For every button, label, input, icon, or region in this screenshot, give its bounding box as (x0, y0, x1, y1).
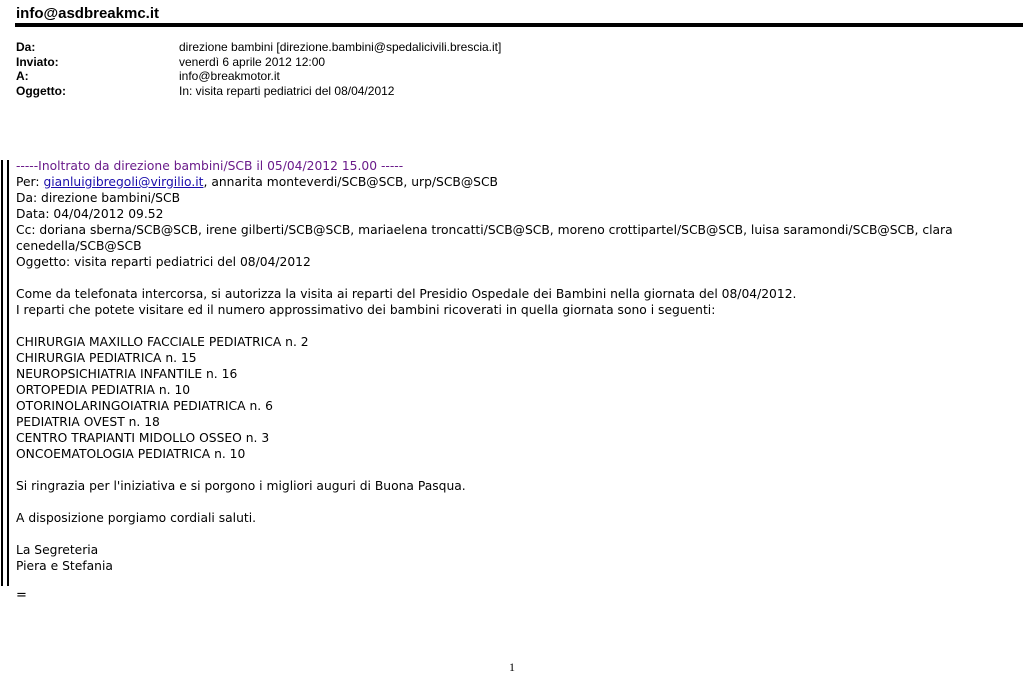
intro-line-1: Come da telefonata intercorsa, si autorizza la visita ai reparti del Presidio Ospedale dei Bambini nella giornata del 08/04/2012. (16, 287, 797, 301)
signature-line-1: La Segreteria (16, 543, 99, 557)
quote-bars (1, 160, 9, 586)
forward-to-rest: , annarita monteverdi/SCB@SCB, urp/SCB@SCB (203, 175, 498, 189)
department-item: CHIRURGIA PEDIATRICA n. 15 (16, 351, 197, 365)
sent-value: venerdì 6 aprile 2012 12:00 (179, 55, 326, 69)
from-value: direzione bambini [direzione.bambini@spedalicivili.brescia.it] (179, 40, 502, 54)
forward-banner: -----Inoltrato da direzione bambini/SCB il 05/04/2012 15.00 ----- (16, 159, 404, 173)
sent-label: Inviato: (16, 55, 59, 69)
message-body (16, 158, 1016, 574)
department-item: ONCOEMATOLOGIA PEDIATRICA n. 10 (16, 447, 246, 461)
forward-subject-line: Oggetto: visita reparti pediatrici del 08/04/2012 (16, 255, 311, 269)
department-item: OTORINOLARINGOIATRIA PEDIATRICA n. 6 (16, 399, 273, 413)
department-item: NEUROPSICHIATRIA INFANTILE n. 16 (16, 367, 238, 381)
account-title: info@asdbreakmc.it (16, 5, 159, 22)
signature-line-2: Piera e Stefania (16, 559, 113, 573)
forward-to-label: Per: (16, 175, 44, 189)
intro-line-2: I reparti che potete visitare ed il numero approssimativo dei bambini ricoverati in quella giornata sono i seguenti: (16, 303, 716, 317)
quote-bar (7, 160, 9, 586)
to-value: info@breakmotor.it (179, 69, 280, 83)
department-item: CHIRURGIA MAXILLO FACCIALE PEDIATRICA n. 2 (16, 335, 309, 349)
department-item: PEDIATRIA OVEST n. 18 (16, 415, 160, 429)
header-rule (15, 23, 1023, 27)
closing-line: A disposizione porgiamo cordiali saluti. (16, 511, 257, 525)
thanks-line: Si ringrazia per l'iniziativa e si porgono i migliori auguri di Buona Pasqua. (16, 479, 466, 493)
subject-label: Oggetto: (16, 84, 66, 98)
forward-to-line (16, 174, 1016, 190)
forward-date-line: Data: 04/04/2012 09.52 (16, 207, 164, 221)
from-label: Da: (16, 40, 36, 54)
forward-from-line: Da: direzione bambini/SCB (16, 191, 181, 205)
page-number: 1 (509, 660, 515, 674)
department-item: ORTOPEDIA PEDIATRIA n. 10 (16, 383, 191, 397)
quote-bar (1, 160, 3, 586)
recipient-email-link[interactable]: gianluigibregoli@virgilio.it (43, 175, 204, 189)
department-item: CENTRO TRAPIANTI MIDOLLO OSSEO n. 3 (16, 431, 270, 445)
to-label: A: (16, 69, 29, 83)
subject-value: In: visita reparti pediatrici del 08/04/2012 (179, 84, 395, 98)
trailing-equals: = (16, 588, 27, 603)
forward-cc-line: Cc: doriana sberna/SCB@SCB, irene gilberti/SCB@SCB, mariaelena troncatti/SCB@SCB, moreno crottipartel/SCB@SCB, luisa saramondi/SCB@SCB, clara cenedella/SCB@SCB (16, 223, 953, 253)
